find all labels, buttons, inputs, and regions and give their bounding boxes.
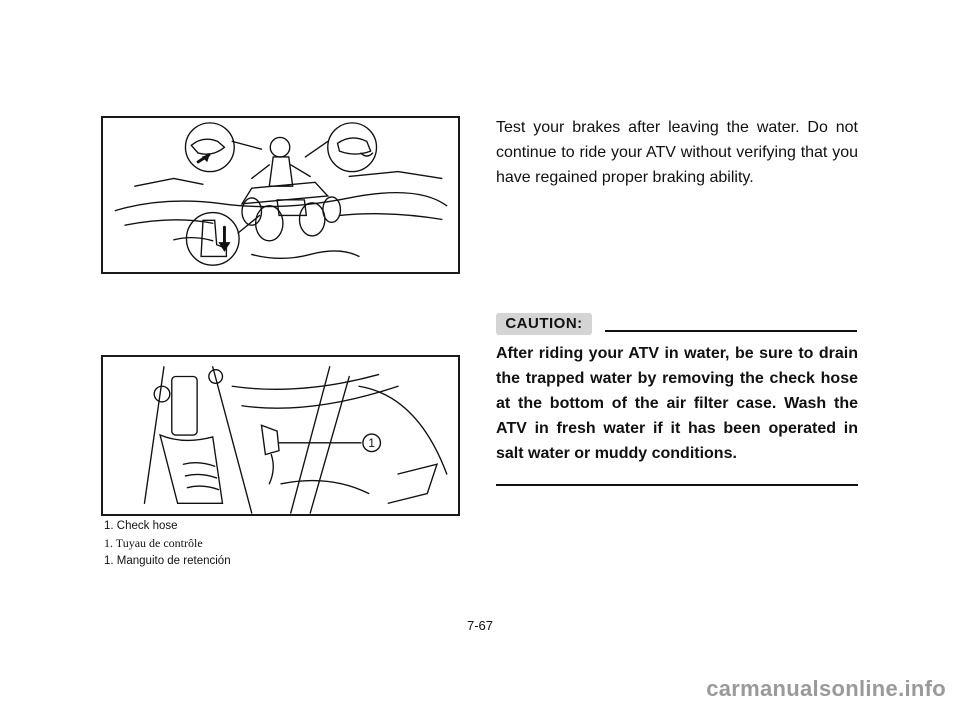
caution-text: After riding your ATV in water, be sure to drain the trapped water by removing the check hose at the bottom of the air filter case. Wash the ATV in fresh water if it has been operated in salt water or muddy conditions. xyxy=(496,345,858,462)
watermark: carmanualsonline.info xyxy=(706,676,946,701)
atv-water-illustration xyxy=(101,116,460,274)
callout-number: 1 xyxy=(368,437,375,451)
caption-french: 1. Tuyau de contrôle xyxy=(104,536,203,550)
check-hose-illustration xyxy=(101,355,460,516)
caution-bottom-rule xyxy=(496,484,858,486)
caution-top-rule xyxy=(605,330,857,332)
brake-test-paragraph: Test your brakes after leaving the water. Do not continue to ride your ATV without verifying that you have regained proper braking ability. xyxy=(496,119,858,186)
check-hose-icon xyxy=(103,357,458,514)
caption-english: 1. Check hose xyxy=(104,520,178,532)
atv-water-icon xyxy=(103,118,458,272)
page-number: 7-67 xyxy=(466,618,494,633)
caption-spanish: 1. Manguito de retención xyxy=(104,555,231,567)
caution-label: CAUTION: xyxy=(496,313,592,335)
